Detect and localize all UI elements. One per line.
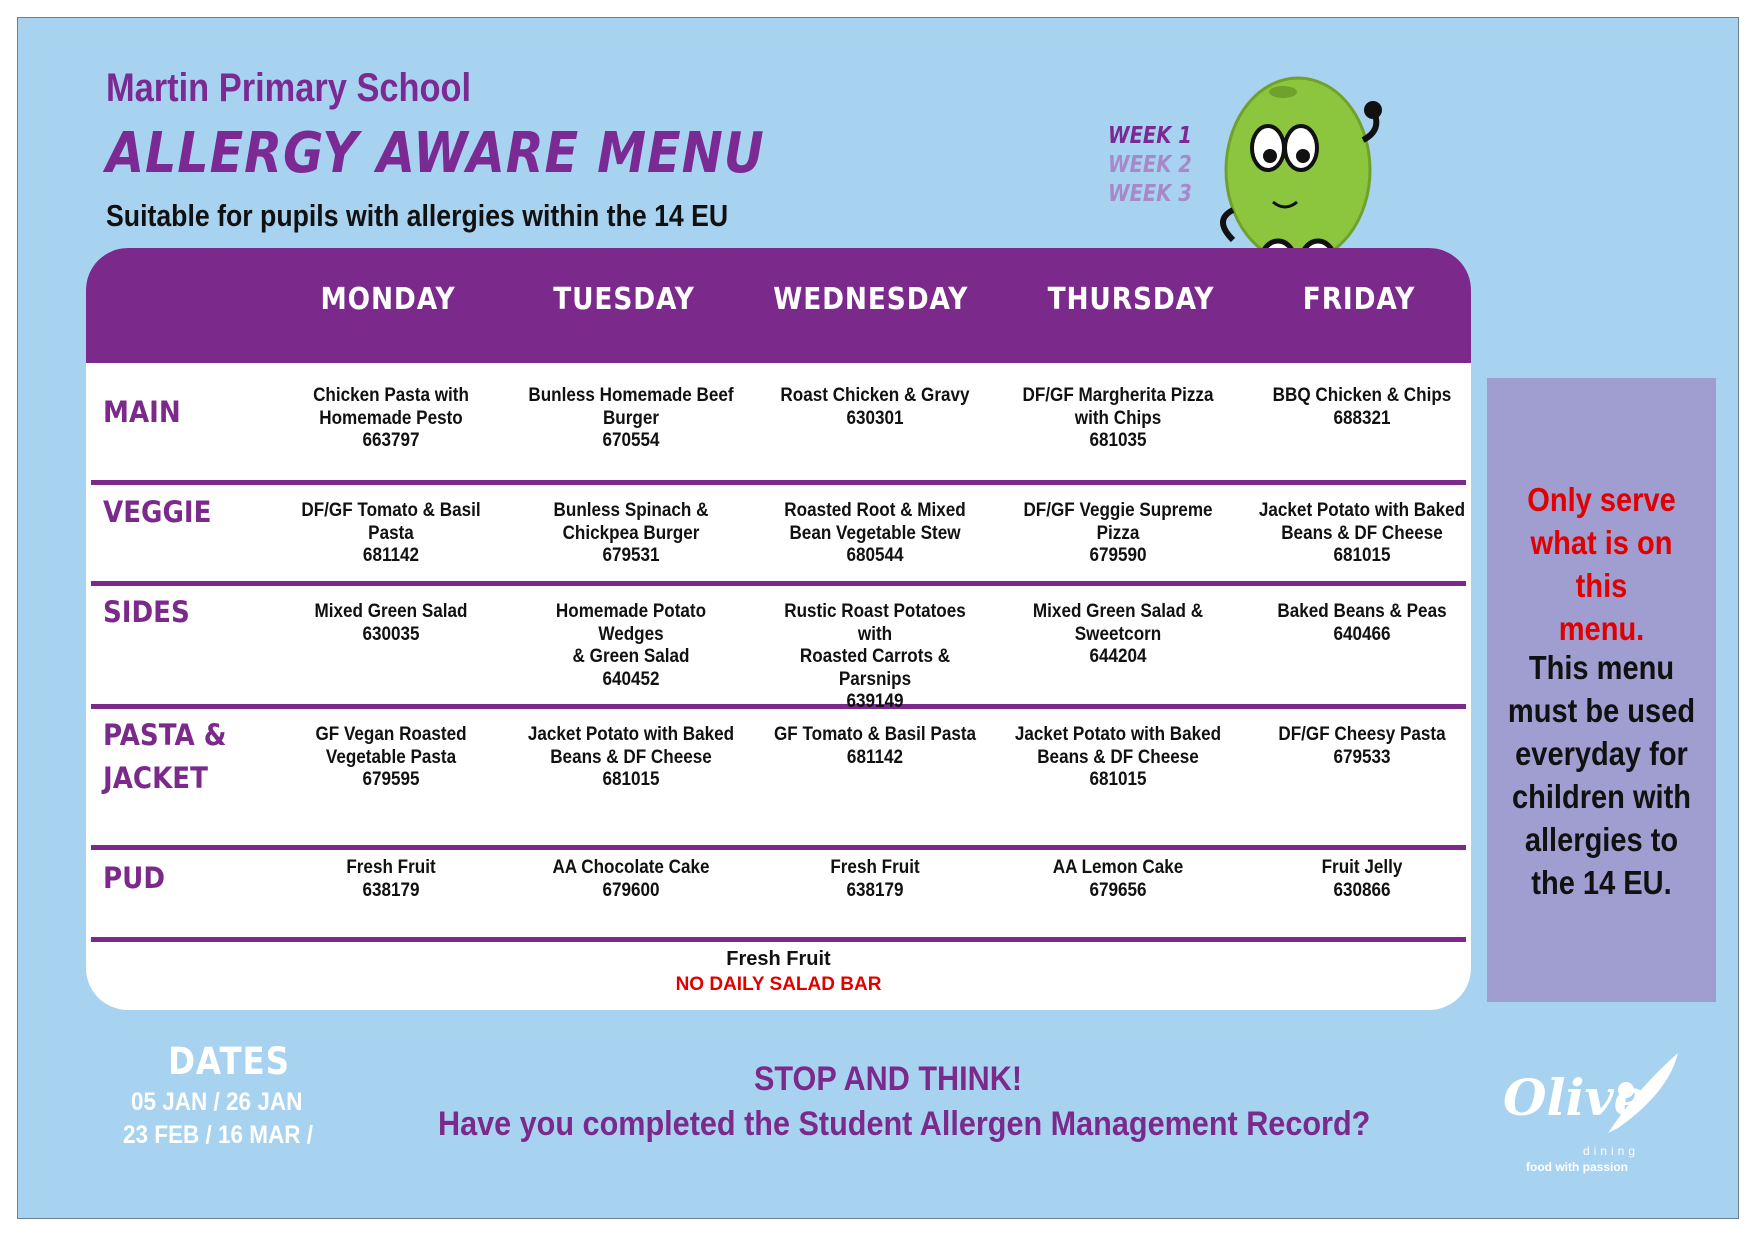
footer-salad-notice: NO DAILY SALAD BAR [675,974,882,995]
row-divider [91,845,1466,850]
menu-cell: Bunless Homemade Beef Burger 670554 [528,385,734,451]
day-tuesday: TUESDAY [553,282,695,317]
menu-cell: AA Chocolate Cake 679600 [552,857,710,901]
logo-tagline: food with passion [1526,1160,1628,1174]
day-thursday: THURSDAY [1047,282,1215,317]
menu-cell: DF/GF Cheesy Pasta 679533 [1278,724,1446,768]
menu-cell: Jacket Potato with Baked Beans & DF Cheese 681015 [1258,500,1466,566]
menu-cell: Homemade Potato Wedges & Green Salad 640452 [555,601,707,690]
row-label-pasta: PASTA & [103,718,227,752]
menu-cell: Jacket Potato with Baked Beans & DF Cheese 681015 [527,724,735,790]
day-header [86,248,1471,363]
menu-page [17,17,1739,1219]
row-divider [91,581,1466,586]
menu-cell: GF Tomato & Basil Pasta 681142 [773,724,977,768]
menu-cell: Roast Chicken & Gravy 630301 [780,385,970,429]
menu-cell: Roasted Root & Mixed Bean Vegetable Stew 680544 [784,500,966,566]
menu-cell: Chicken Pasta with Homemade Pesto 663797 [313,385,469,451]
row-label-main: MAIN [103,395,181,429]
menu-subtitle: Suitable for pupils with allergies within the 14 EU [106,198,729,233]
day-monday: MONDAY [320,282,456,317]
menu-cell: Fruit Jelly 630866 [1321,857,1403,901]
logo-name: Olive [1503,1068,1646,1127]
menu-cell: Mixed Green Salad & Sweetcorn 644204 [1032,601,1204,667]
allergy-warning-panel [1487,378,1716,1002]
menu-cell: Mixed Green Salad 630035 [314,601,468,645]
usage-note: This menu must be used everyday for children with allergies to the 14 EU. [1507,649,1696,901]
menu-cell: Fresh Fruit 638179 [830,857,920,901]
week-3-label: WEEK 3 [1108,181,1192,207]
dates-line: 05 JAN / 26 JAN [131,1088,303,1116]
allergen-record-question: Have you completed the Student Allergen Management Record? [438,1105,1371,1143]
menu-cell: GF Vegan Roasted Vegetable Pasta 679595 [315,724,467,790]
dates-line: 23 FEB / 16 MAR / [123,1121,314,1149]
menu-cell: Fresh Fruit 638179 [346,857,436,901]
row-divider [91,480,1466,485]
menu-cell: Baked Beans & Peas 640466 [1277,601,1447,645]
row-label-jacket: JACKET [103,761,208,795]
menu-cell: Bunless Spinach & Chickpea Burger 679531 [553,500,709,566]
menu-table [86,248,1471,1010]
week-2-label: WEEK 2 [1108,152,1192,178]
day-friday: FRIDAY [1302,282,1416,317]
menu-title: ALLERGY AWARE MENU [106,121,765,186]
day-wednesday: WEDNESDAY [773,282,969,317]
row-label-sides: SIDES [103,595,190,629]
dates-title: DATES [168,1040,291,1083]
menu-cell: AA Lemon Cake 679656 [1052,857,1184,901]
menu-cell: Jacket Potato with Baked Beans & DF Cheese 681015 [1014,724,1222,790]
menu-cell: DF/GF Tomato & Basil Pasta 681142 [301,500,481,566]
row-label-pud: PUD [103,861,165,895]
menu-cell: Rustic Roast Potatoes with Roasted Carrots & Parsnips 639149 [784,601,966,712]
logo-dining: dining [1583,1144,1640,1158]
row-divider [91,937,1466,942]
stop-and-think: STOP AND THINK! [753,1060,1023,1098]
menu-cell: DF/GF Margherita Pizza with Chips 681035 [1022,385,1214,451]
menu-cell: BBQ Chicken & Chips 688321 [1272,385,1452,429]
week-selector [1108,122,1207,209]
week-1-label: WEEK 1 [1108,123,1192,149]
serve-warning: Only serve what is on this menu. [1527,481,1676,647]
footer-fruit: Fresh Fruit [726,948,831,970]
row-label-veggie: VEGGIE [103,495,212,529]
olive-dining-logo [1503,1048,1693,1183]
menu-cell: DF/GF Veggie Supreme Pizza 679590 [1023,500,1213,566]
school-name: Martin Primary School [106,66,472,110]
